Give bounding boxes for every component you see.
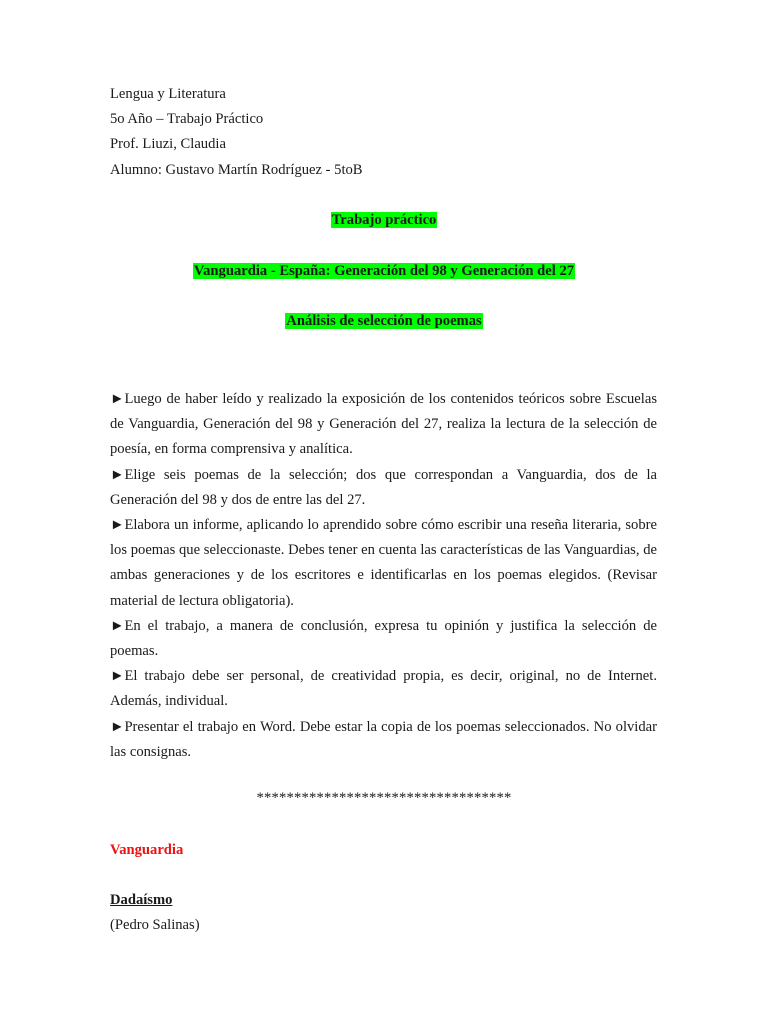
instruction-item: ►Luego de haber leído y realizado la exposición de los contenidos teóricos sobre Escuelas de Vanguardia, Generación del 98 y Generación del 27, realiza la lectura de la selección de poesía, en forma comprensiva y analítica. [110, 391, 657, 458]
instruction-item: ►Elabora un informe, aplicando lo aprendido sobre cómo escribir una reseña literaria, sobre los poemas que seleccionaste. Debes tener en cuenta las características de las Vanguardias, de ambas generaciones y de los escritores e identificarlas en los poemas elegidos. (Revisar material de lectura obligatoria). [110, 517, 657, 609]
subsection-title: Dadaísmo [110, 892, 173, 908]
analysis-title: Análisis de selección de poemas [286, 313, 482, 329]
instruction-item: ►Presentar el trabajo en Word. Debe estar la copia de los poemas seleccionados. No olvidar las consignas. [110, 718, 657, 760]
main-title-row [0, 212, 768, 229]
main-title: Trabajo práctico [331, 212, 437, 228]
separator: ********************************** [256, 790, 512, 806]
author-line: (Pedro Salinas) [110, 917, 200, 933]
teacher-line: Prof. Liuzi, Claudia [110, 136, 226, 152]
instruction-item: ►Elige seis poemas de la selección; dos que correspondan a Vanguardia, dos de la Generación del 98 y dos de entre las del 27. [110, 466, 657, 508]
topic-title: Vanguardia - España: Generación del 98 y Generación del 27 [193, 263, 575, 279]
student-line: Alumno: Gustavo Martín Rodríguez - 5toB [110, 162, 363, 178]
subject-line: Lengua y Literatura [110, 86, 226, 102]
instruction-item: ►En el trabajo, a manera de conclusión, expresa tu opinión y justifica la selección de poemas. [110, 617, 657, 660]
topic-title-row [0, 263, 768, 280]
instructions-list [110, 387, 657, 765]
course-line: 5o Año – Trabajo Práctico [110, 111, 264, 127]
analysis-title-row [0, 313, 768, 330]
instruction-item: ►El trabajo debe ser personal, de creatividad propia, es decir, original, no de Internet. Además, individual. [110, 668, 657, 710]
section-title: Vanguardia [110, 842, 184, 858]
